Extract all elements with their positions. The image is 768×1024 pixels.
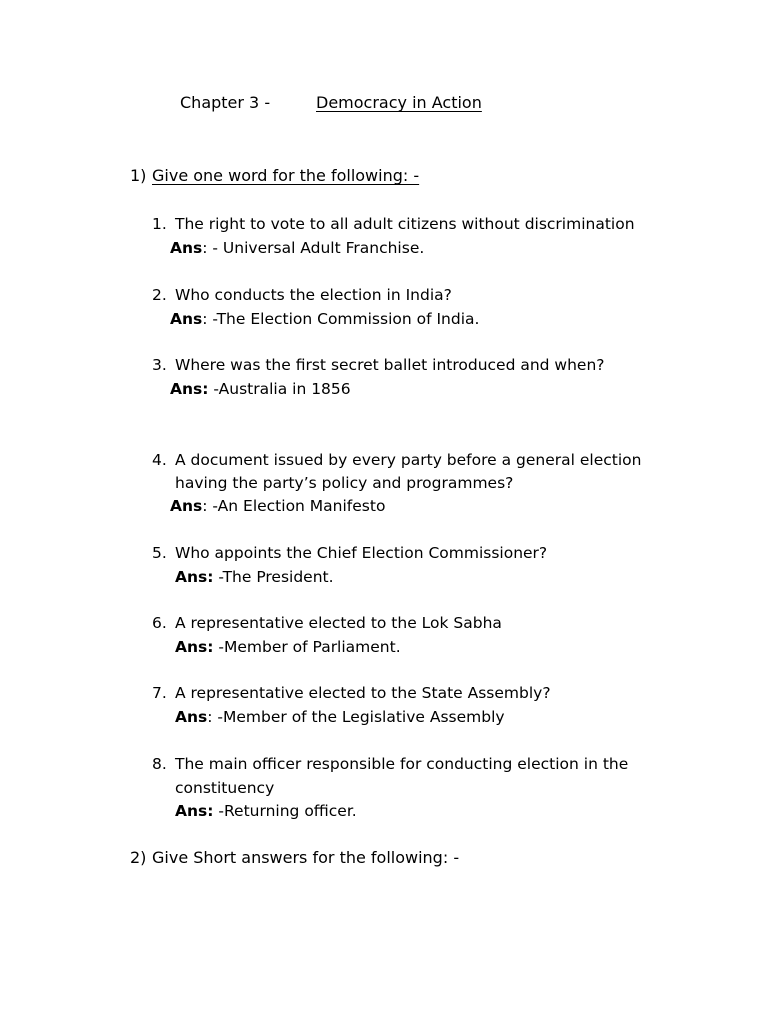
answer-text: : -Member of the Legislative Assembly <box>207 708 505 726</box>
answer-label: Ans: <box>175 568 214 586</box>
answer-text: : - Universal Adult Franchise. <box>202 239 425 257</box>
question-text-continued: constituency <box>175 779 275 797</box>
answer-label: Ans <box>175 708 208 726</box>
question-text: The right to vote to all adult citizens without discrimination <box>175 215 635 233</box>
answer-text: : -The Election Commission of India. <box>202 310 480 328</box>
question-number: 3. <box>152 356 167 374</box>
question-text: A representative elected to the Lok Sabha <box>175 614 502 632</box>
chapter-label: Chapter 3 - <box>180 93 271 112</box>
answer <box>175 705 505 729</box>
question-number: 8. <box>152 755 167 773</box>
page-title: Democracy in Action <box>316 93 482 112</box>
section-2-heading: Give Short answers for the following: - <box>152 848 460 867</box>
answer-label: Ans <box>170 239 203 257</box>
question-number: 2. <box>152 286 167 304</box>
answer-text: -Returning officer. <box>213 802 357 820</box>
section-2-number: 2) <box>130 848 147 867</box>
answer-label: Ans: <box>175 638 214 656</box>
answer <box>170 377 351 401</box>
question-text: A representative elected to the State Assembly? <box>175 684 551 702</box>
question-text: Who appoints the Chief Election Commissioner? <box>175 544 548 562</box>
question-text: The main officer responsible for conducting election in the <box>175 755 629 773</box>
answer-text: -Member of Parliament. <box>213 638 401 656</box>
answer-text: : -An Election Manifesto <box>202 497 386 515</box>
answer <box>175 799 357 823</box>
answer <box>175 565 334 589</box>
question-text-continued: having the party’s policy and programmes? <box>175 474 514 492</box>
question-text: Where was the first secret ballet introduced and when? <box>175 356 605 374</box>
question-number: 6. <box>152 614 167 632</box>
answer-text: -The President. <box>213 568 334 586</box>
question-text: A document issued by every party before a general election <box>175 451 642 469</box>
section-1-heading: Give one word for the following: - <box>152 166 420 185</box>
question-number: 1. <box>152 215 167 233</box>
answer-text: -Australia in 1856 <box>208 380 351 398</box>
question-text: Who conducts the election in India? <box>175 286 452 304</box>
answer <box>170 494 385 518</box>
question-number: 4. <box>152 451 167 469</box>
section-1-number: 1) <box>130 166 147 185</box>
answer-label: Ans <box>170 497 203 515</box>
answer-label: Ans: <box>175 802 214 820</box>
answer <box>170 236 424 260</box>
answer <box>170 307 479 331</box>
question-number: 5. <box>152 544 167 562</box>
question-number: 7. <box>152 684 167 702</box>
answer-label: Ans: <box>170 380 209 398</box>
answer <box>175 635 401 659</box>
answer-label: Ans <box>170 310 203 328</box>
